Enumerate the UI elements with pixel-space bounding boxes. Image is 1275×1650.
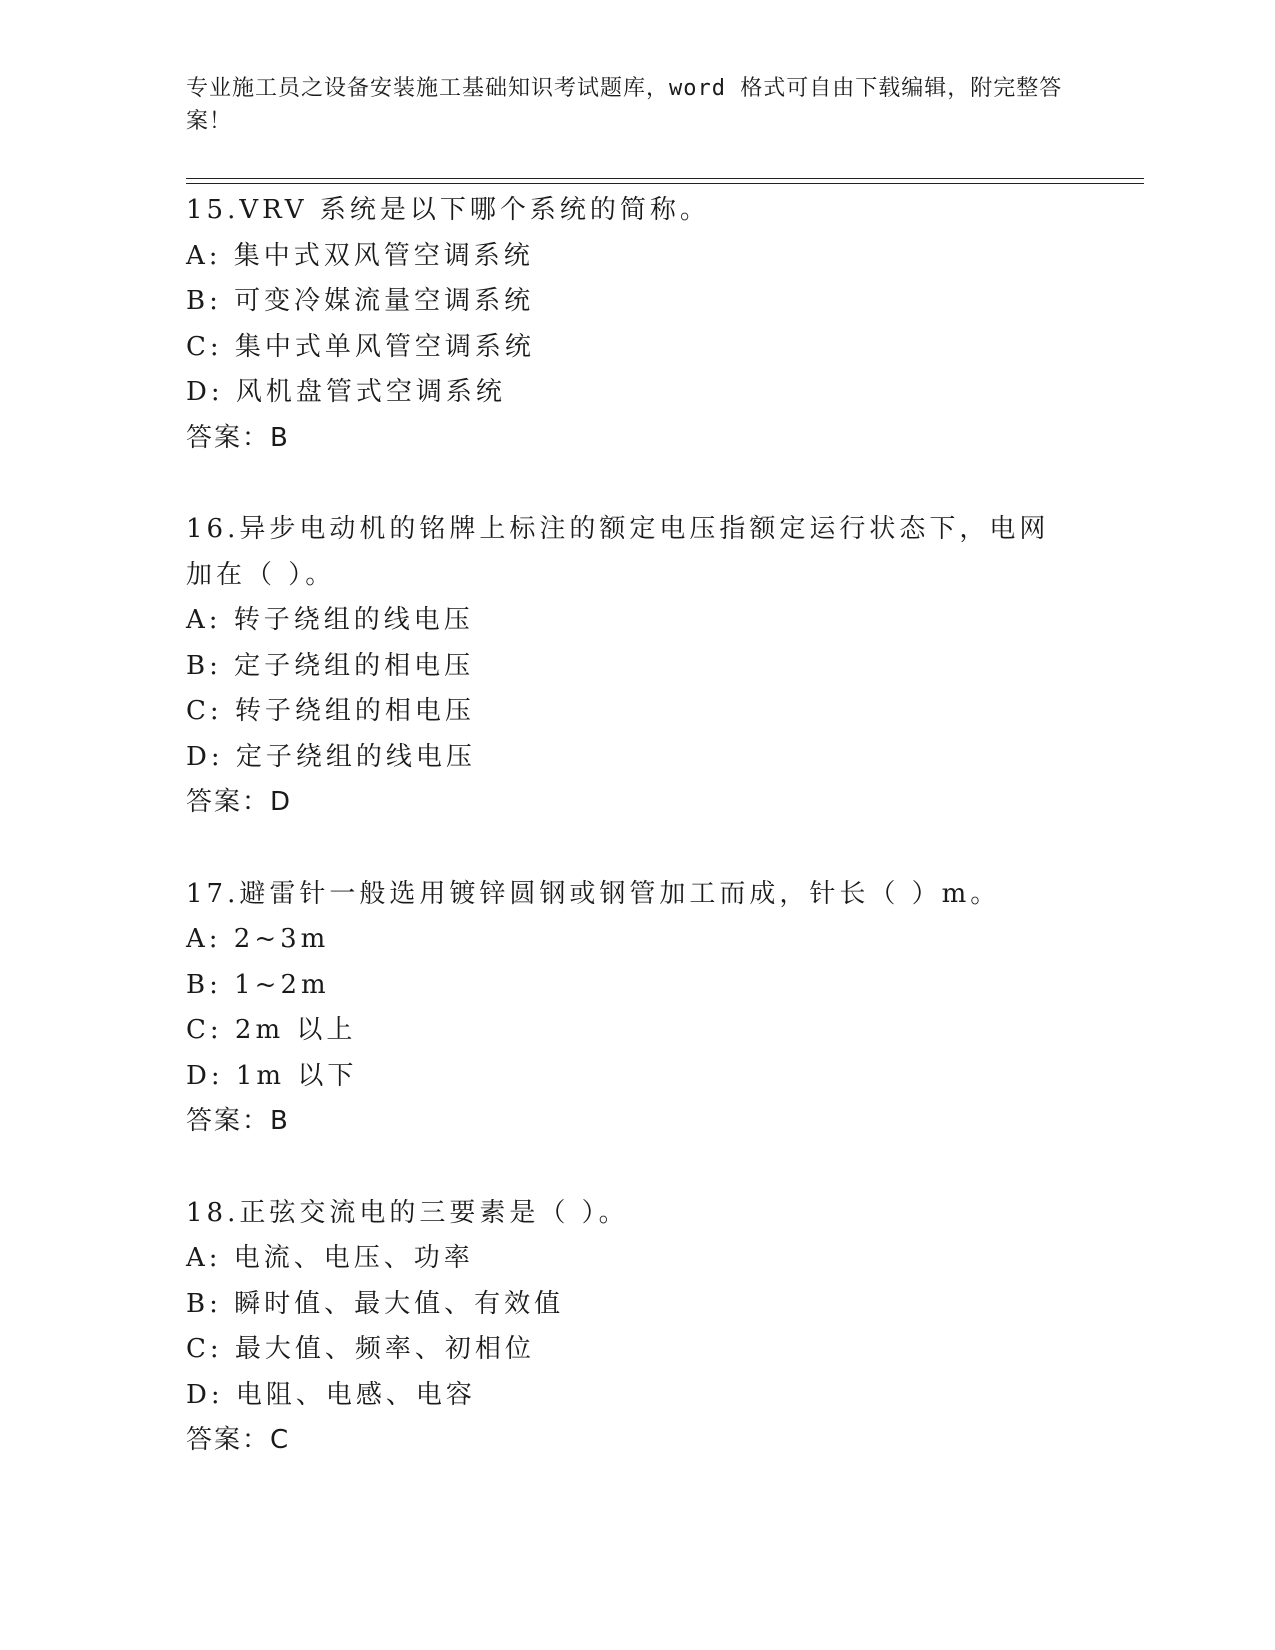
option-d: D: 1m 以下 <box>186 1060 358 1091</box>
option-b: B: 定子绕组的相电压 <box>186 650 475 681</box>
question-15 <box>186 188 1086 461</box>
option-c: C: 转子绕组的相电压 <box>186 696 475 726</box>
option-c: C: 最大值、频率、初相位 <box>186 1334 535 1364</box>
option-d: D: 定子绕组的线电压 <box>186 741 476 772</box>
question-stem: 15.VRV 系统是以下哪个系统的简称。 <box>186 195 710 225</box>
question-17 <box>186 872 1086 1145</box>
question-stem: 16.异步电动机的铭牌上标注的额定电压指额定运行状态下，电网加在（ ）。 <box>186 514 1050 590</box>
option-a: A: 2~3m <box>186 924 330 954</box>
question-stem: 18.正弦交流电的三要素是（ ）。 <box>186 1197 629 1228</box>
option-d: D: 风机盘管式空调系统 <box>186 377 506 407</box>
header-rule-top <box>186 178 1144 179</box>
answer-line: 答案：B <box>186 422 290 453</box>
question-16 <box>186 507 1086 826</box>
option-b: B: 瞬时值、最大值、有效值 <box>186 1288 565 1319</box>
option-d: D: 电阻、电感、电容 <box>186 1379 476 1410</box>
answer-line: 答案：B <box>186 1106 290 1136</box>
question-list <box>186 188 1086 1510</box>
option-c: C: 2m 以上 <box>186 1015 357 1045</box>
header-rule-bottom <box>186 183 1144 184</box>
question-18 <box>186 1191 1086 1464</box>
option-c: C: 集中式单风管空调系统 <box>186 331 535 362</box>
answer-line: 答案：C <box>186 1425 291 1455</box>
option-a: A: 集中式双风管空调系统 <box>186 240 534 271</box>
answer-line: 答案：D <box>186 787 293 817</box>
option-b: B: 可变冷媒流量空调系统 <box>186 286 535 316</box>
question-stem: 17.避雷针一般选用镀锌圆钢或钢管加工而成，针长（ ）m。 <box>186 878 1001 909</box>
option-a: A: 转子绕组的线电压 <box>186 605 474 635</box>
option-b: B: 1~2m <box>186 969 330 1000</box>
document-header: 专业施工员之设备安装施工基础知识考试题库，word 格式可自由下载编辑，附完整答案！ <box>186 76 1063 134</box>
option-a: A: 电流、电压、功率 <box>186 1243 474 1273</box>
